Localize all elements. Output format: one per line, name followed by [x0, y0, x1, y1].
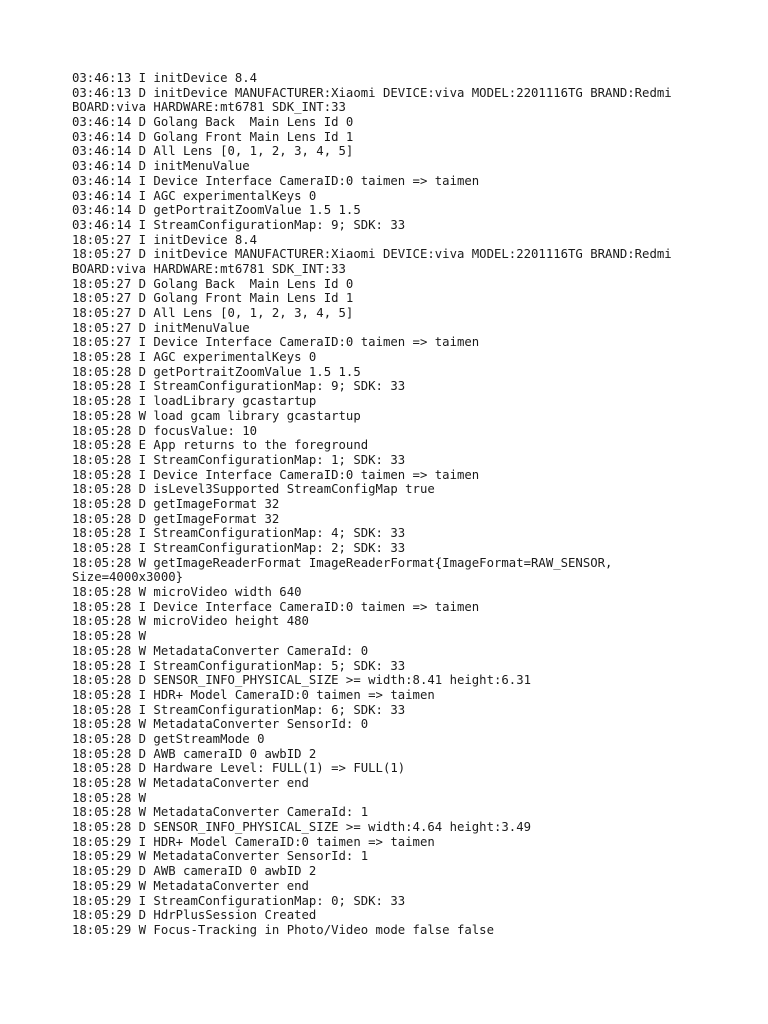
log-line: 18:05:28 W MetadataConverter CameraId: 0: [72, 643, 369, 658]
log-line: 18:05:28 D isLevel3Supported StreamConfigMap true: [72, 482, 435, 497]
log-line: 18:05:28 I StreamConfigurationMap: 1; SDK: 33: [72, 452, 406, 467]
log-line: 18:05:28 D getStreamMode 0: [72, 731, 265, 746]
log-line: 18:05:28 W MetadataConverter SensorId: 0: [72, 717, 369, 732]
log-line: 18:05:28 I Device Interface CameraID:0 taimen => taimen: [72, 599, 480, 614]
log-line: 18:05:28 I StreamConfigurationMap: 5; SDK: 33: [72, 658, 406, 673]
log-line: 03:46:13 I initDevice 8.4: [72, 71, 258, 85]
log-line: 18:05:28 D AWB cameraID 0 awbID 2: [72, 746, 317, 761]
log-line: 18:05:28 W MetadataConverter CameraId: 1: [72, 805, 369, 820]
log-line: 18:05:28 I StreamConfigurationMap: 6; SDK: 33: [72, 702, 406, 717]
log-line: 18:05:27 I initDevice 8.4: [72, 232, 258, 247]
log-line: 18:05:28 I StreamConfigurationMap: 4; SDK: 33: [72, 526, 406, 541]
log-line: 18:05:29 D HdrPlusSession Created: [72, 908, 317, 923]
log-line: 03:46:14 D Golang Back Main Lens Id 0: [72, 115, 354, 130]
log-line: 18:05:28 W getImageReaderFormat ImageReaderFormat{ImageFormat=RAW_SENSOR,: [72, 555, 613, 570]
log-line: 18:05:28 W: [72, 629, 147, 644]
log-line: Size=4000x3000}: [72, 570, 184, 585]
log-line: 03:46:14 D Golang Front Main Lens Id 1: [72, 129, 354, 144]
log-line: 03:46:14 I AGC experimentalKeys 0: [72, 188, 317, 203]
log-line: 03:46:14 I StreamConfigurationMap: 9; SDK: 33: [72, 217, 406, 232]
log-line: 18:05:28 E App returns to the foreground: [72, 438, 369, 453]
log-line: 18:05:28 D getImageFormat 32: [72, 496, 280, 511]
log-line: 03:46:14 D getPortraitZoomValue 1.5 1.5: [72, 203, 361, 218]
log-line: 18:05:28 D getPortraitZoomValue 1.5 1.5: [72, 364, 361, 379]
log-line: 18:05:28 W microVideo height 480: [72, 614, 309, 629]
log-line: 18:05:28 W microVideo width 640: [72, 585, 302, 600]
log-line: 03:46:14 D initMenuValue: [72, 159, 250, 174]
log-line: 18:05:29 W Focus-Tracking in Photo/Video mode false false: [72, 922, 494, 937]
log-line: 18:05:27 I Device Interface CameraID:0 taimen => taimen: [72, 335, 480, 350]
log-line: 18:05:28 I StreamConfigurationMap: 2; SDK: 33: [72, 541, 406, 555]
log-line: BOARD:viva HARDWARE:mt6781 SDK_INT:33: [72, 100, 346, 115]
log-line: 18:05:29 D AWB cameraID 0 awbID 2: [72, 864, 317, 879]
log-line: 18:05:29 W MetadataConverter end: [72, 878, 309, 893]
log-line: 18:05:27 D initDevice MANUFACTURER:Xiaomi DEVICE:viva MODEL:2201116TG BRAND:Redmi: [72, 247, 672, 262]
log-line: 18:05:27 D initMenuValue: [72, 320, 250, 335]
log-line: 18:05:29 W MetadataConverter SensorId: 1: [72, 849, 369, 864]
log-line: 18:05:28 I StreamConfigurationMap: 9; SDK: 33: [72, 379, 406, 394]
log-line: 18:05:27 D Golang Front Main Lens Id 1: [72, 291, 354, 306]
log-line: 18:05:27 D Golang Back Main Lens Id 0: [72, 276, 354, 291]
log-line: 18:05:28 I loadLibrary gcastartup: [72, 394, 317, 409]
log-line: 18:05:28 D getImageFormat 32: [72, 511, 280, 526]
log-line: 18:05:28 I HDR+ Model CameraID:0 taimen => taimen: [72, 687, 435, 702]
log-line: 18:05:28 D focusValue: 10: [72, 423, 258, 438]
log-line: 03:46:14 I Device Interface CameraID:0 taimen => taimen: [72, 173, 480, 188]
log-line: 18:05:29 I HDR+ Model CameraID:0 taimen => taimen: [72, 834, 435, 849]
log-line: 18:05:28 D Hardware Level: FULL(1) => FULL(1): [72, 761, 406, 776]
log-line: 18:05:28 I Device Interface CameraID:0 taimen => taimen: [72, 467, 480, 482]
log-line: 03:46:13 D initDevice MANUFACTURER:Xiaomi DEVICE:viva MODEL:2201116TG BRAND:Redmi: [72, 85, 672, 100]
log-line: 18:05:28 W: [72, 790, 147, 805]
log-line: 18:05:28 D SENSOR_INFO_PHYSICAL_SIZE >= width:8.41 height:6.31: [72, 673, 532, 688]
log-line: 03:46:14 D All Lens [0, 1, 2, 3, 4, 5]: [72, 144, 354, 159]
log-text-block: [72, 71, 712, 938]
log-line: 18:05:28 I AGC experimentalKeys 0: [72, 350, 317, 365]
log-line: 18:05:27 D All Lens [0, 1, 2, 3, 4, 5]: [72, 306, 354, 320]
log-line: BOARD:viva HARDWARE:mt6781 SDK_INT:33: [72, 261, 346, 276]
log-line: 18:05:28 D SENSOR_INFO_PHYSICAL_SIZE >= width:4.64 height:3.49: [72, 820, 532, 835]
log-line: 18:05:28 W load gcam library gcastartup: [72, 408, 361, 423]
log-line: 18:05:29 I StreamConfigurationMap: 0; SDK: 33: [72, 893, 406, 908]
log-line: 18:05:28 W MetadataConverter end: [72, 776, 309, 790]
